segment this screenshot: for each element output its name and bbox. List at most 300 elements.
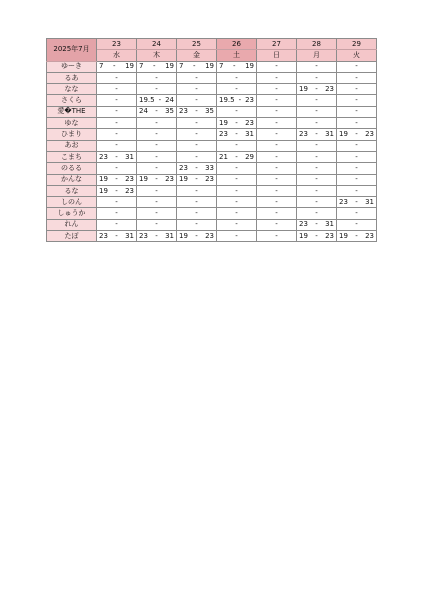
shift-cell xyxy=(297,140,337,151)
shift-cell xyxy=(97,208,137,219)
shift-cell xyxy=(97,95,137,106)
weekday-header: 火 xyxy=(337,50,377,61)
shift-cell xyxy=(297,185,337,196)
shift-separator: - xyxy=(195,231,198,240)
no-shift: - xyxy=(115,163,118,172)
shift-cell xyxy=(297,231,337,242)
no-shift: - xyxy=(275,141,278,150)
no-shift: - xyxy=(195,73,198,82)
shift-separator: - xyxy=(238,96,242,105)
shift-cell xyxy=(177,208,217,219)
shift-cell xyxy=(257,140,297,151)
no-shift: - xyxy=(315,186,318,195)
shift-end: 23 xyxy=(245,118,254,127)
shift-cell xyxy=(337,174,377,185)
shift-cell xyxy=(337,95,377,106)
shift-cell xyxy=(257,61,297,72)
shift-end: 31 xyxy=(325,220,334,229)
shift-cell xyxy=(217,72,257,83)
shift-cell xyxy=(177,129,217,140)
shift-cell xyxy=(177,72,217,83)
staff-row xyxy=(47,72,377,83)
no-shift: - xyxy=(355,186,358,195)
no-shift: - xyxy=(115,220,118,229)
shift-cell xyxy=(217,197,257,208)
shift-cell xyxy=(217,163,257,174)
shift-cell xyxy=(217,61,257,72)
shift-start: 23 xyxy=(299,130,308,139)
shift-cell xyxy=(177,219,217,230)
shift-separator: - xyxy=(153,62,156,71)
shift-separator: - xyxy=(355,197,358,206)
shift-start: 7 xyxy=(99,62,104,71)
no-shift: - xyxy=(355,163,358,172)
no-shift: - xyxy=(155,118,158,127)
no-shift: - xyxy=(355,107,358,116)
staff-name: ゆな xyxy=(47,118,97,129)
no-shift: - xyxy=(275,73,278,82)
shift-cell xyxy=(137,163,177,174)
shift-cell xyxy=(137,174,177,185)
no-shift: - xyxy=(275,220,278,229)
shift-end: 23 xyxy=(325,84,334,93)
shift-cell xyxy=(177,197,217,208)
no-shift: - xyxy=(315,175,318,184)
no-shift: - xyxy=(115,209,118,218)
shift-cell xyxy=(337,231,377,242)
no-shift: - xyxy=(115,96,118,105)
staff-row xyxy=(47,185,377,196)
shift-start: 23 xyxy=(179,163,188,172)
shift-end: 31 xyxy=(125,231,134,240)
weekday-header: 金 xyxy=(177,50,217,61)
shift-cell xyxy=(217,84,257,95)
staff-name: しゅうか xyxy=(47,208,97,219)
staff-row xyxy=(47,151,377,162)
shift-start: 23 xyxy=(139,231,148,240)
shift-cell xyxy=(217,185,257,196)
shift-separator: - xyxy=(195,163,198,172)
no-shift: - xyxy=(355,141,358,150)
no-shift: - xyxy=(315,107,318,116)
shift-start: 19 xyxy=(299,84,308,93)
shift-cell xyxy=(177,231,217,242)
shift-cell xyxy=(177,151,217,162)
no-shift: - xyxy=(275,197,278,206)
shift-cell xyxy=(97,106,137,117)
no-shift: - xyxy=(155,186,158,195)
shift-cell xyxy=(297,163,337,174)
staff-row xyxy=(47,231,377,242)
shift-end: 24 xyxy=(165,96,174,105)
shift-end: 19 xyxy=(165,62,174,71)
shift-end: 31 xyxy=(165,231,174,240)
shift-cell xyxy=(257,208,297,219)
shift-cell xyxy=(97,231,137,242)
shift-cell xyxy=(97,197,137,208)
shift-cell xyxy=(257,118,297,129)
no-shift: - xyxy=(275,130,278,139)
shift-separator: - xyxy=(315,220,318,229)
no-shift: - xyxy=(115,107,118,116)
shift-start: 19 xyxy=(179,175,188,184)
no-shift: - xyxy=(235,84,238,93)
no-shift: - xyxy=(315,197,318,206)
shift-end: 23 xyxy=(365,130,374,139)
staff-name: るな xyxy=(47,185,97,196)
no-shift: - xyxy=(275,163,278,172)
shift-start: 19 xyxy=(139,175,148,184)
no-shift: - xyxy=(115,73,118,82)
shift-cell xyxy=(297,84,337,95)
no-shift: - xyxy=(155,152,158,161)
no-shift: - xyxy=(355,118,358,127)
shift-end: 23 xyxy=(325,231,334,240)
no-shift: - xyxy=(195,130,198,139)
shift-cell xyxy=(257,106,297,117)
date-header: 24 xyxy=(137,39,177,50)
shift-cell xyxy=(337,208,377,219)
shift-end: 35 xyxy=(165,107,174,116)
no-shift: - xyxy=(195,152,198,161)
shift-cell xyxy=(217,174,257,185)
shift-separator: - xyxy=(193,62,196,71)
shift-cell xyxy=(337,84,377,95)
weekday-header: 木 xyxy=(137,50,177,61)
shift-cell xyxy=(137,185,177,196)
no-shift: - xyxy=(355,175,358,184)
shift-cell xyxy=(137,208,177,219)
shift-end: 31 xyxy=(245,130,254,139)
shift-separator: - xyxy=(315,231,318,240)
shift-separator: - xyxy=(235,152,238,161)
shift-cell xyxy=(257,129,297,140)
staff-name: たぽ xyxy=(47,231,97,242)
no-shift: - xyxy=(275,118,278,127)
shift-separator: - xyxy=(233,62,236,71)
shift-start: 23 xyxy=(179,107,188,116)
shift-cell xyxy=(257,84,297,95)
shift-cell xyxy=(137,151,177,162)
no-shift: - xyxy=(235,73,238,82)
date-header: 26 xyxy=(217,39,257,50)
staff-row xyxy=(47,61,377,72)
no-shift: - xyxy=(115,197,118,206)
shift-cell xyxy=(217,151,257,162)
shift-cell xyxy=(137,231,177,242)
no-shift: - xyxy=(275,186,278,195)
date-header: 27 xyxy=(257,39,297,50)
shift-start: 19 xyxy=(99,186,108,195)
shift-cell xyxy=(177,61,217,72)
no-shift: - xyxy=(315,96,318,105)
shift-end: 23 xyxy=(125,186,134,195)
shift-end: 23 xyxy=(125,175,134,184)
no-shift: - xyxy=(155,141,158,150)
shift-cell xyxy=(137,72,177,83)
shift-cell xyxy=(97,219,137,230)
shift-separator: - xyxy=(155,231,158,240)
staff-row xyxy=(47,106,377,117)
no-shift: - xyxy=(155,73,158,82)
shift-end: 31 xyxy=(325,130,334,139)
shift-cell xyxy=(297,118,337,129)
shift-cell xyxy=(137,129,177,140)
no-shift: - xyxy=(155,163,158,172)
no-shift: - xyxy=(195,186,198,195)
shift-start: 23 xyxy=(99,231,108,240)
no-shift: - xyxy=(275,107,278,116)
shift-start: 19 xyxy=(299,231,308,240)
no-shift: - xyxy=(275,62,278,71)
no-shift: - xyxy=(235,107,238,116)
no-shift: - xyxy=(235,186,238,195)
shift-separator: - xyxy=(115,231,118,240)
shift-end: 23 xyxy=(205,175,214,184)
no-shift: - xyxy=(315,62,318,71)
staff-row xyxy=(47,197,377,208)
no-shift: - xyxy=(115,84,118,93)
date-header: 28 xyxy=(297,39,337,50)
no-shift: - xyxy=(315,163,318,172)
shift-start: 7 xyxy=(179,62,184,71)
staff-name: しのん xyxy=(47,197,97,208)
shift-start: 19 xyxy=(339,231,348,240)
shift-schedule-table xyxy=(46,38,377,242)
no-shift: - xyxy=(315,73,318,82)
shift-cell xyxy=(217,231,257,242)
shift-cell xyxy=(257,219,297,230)
no-shift: - xyxy=(275,152,278,161)
month-label: 2025年7月 xyxy=(47,39,97,62)
staff-row xyxy=(47,163,377,174)
no-shift: - xyxy=(275,96,278,105)
shift-cell xyxy=(217,95,257,106)
shift-start: 23 xyxy=(299,220,308,229)
shift-cell xyxy=(97,72,137,83)
shift-cell xyxy=(217,129,257,140)
shift-cell xyxy=(137,106,177,117)
shift-cell xyxy=(217,208,257,219)
shift-cell xyxy=(297,174,337,185)
staff-name: こまち xyxy=(47,151,97,162)
shift-cell xyxy=(177,118,217,129)
shift-cell xyxy=(137,140,177,151)
shift-end: 31 xyxy=(365,197,374,206)
shift-separator: - xyxy=(115,152,118,161)
staff-row xyxy=(47,174,377,185)
shift-cell xyxy=(97,84,137,95)
shift-end: 31 xyxy=(125,152,134,161)
shift-separator: - xyxy=(155,175,158,184)
no-shift: - xyxy=(115,130,118,139)
no-shift: - xyxy=(275,231,278,240)
shift-end: 23 xyxy=(245,96,254,105)
no-shift: - xyxy=(355,84,358,93)
shift-end: 35 xyxy=(205,107,214,116)
shift-end: 29 xyxy=(245,152,254,161)
shift-cell xyxy=(257,163,297,174)
shift-separator: - xyxy=(158,96,162,105)
staff-row xyxy=(47,118,377,129)
shift-end: 19 xyxy=(205,62,214,71)
shift-separator: - xyxy=(355,231,358,240)
shift-cell xyxy=(177,174,217,185)
shift-cell xyxy=(297,95,337,106)
no-shift: - xyxy=(155,84,158,93)
shift-separator: - xyxy=(115,175,118,184)
weekday-header-row xyxy=(47,50,377,61)
no-shift: - xyxy=(115,118,118,127)
schedule-body xyxy=(47,61,377,242)
shift-start: 19.5 xyxy=(219,96,235,105)
shift-cell xyxy=(137,84,177,95)
no-shift: - xyxy=(275,209,278,218)
no-shift: - xyxy=(195,141,198,150)
shift-cell xyxy=(97,140,137,151)
no-shift: - xyxy=(235,163,238,172)
staff-name: ゆーき xyxy=(47,61,97,72)
no-shift: - xyxy=(195,118,198,127)
no-shift: - xyxy=(235,231,238,240)
shift-cell xyxy=(257,151,297,162)
no-shift: - xyxy=(235,209,238,218)
shift-cell xyxy=(97,151,137,162)
staff-row xyxy=(47,208,377,219)
weekday-header: 水 xyxy=(97,50,137,61)
shift-cell xyxy=(337,151,377,162)
shift-cell xyxy=(257,95,297,106)
staff-name: るあ xyxy=(47,72,97,83)
shift-separator: - xyxy=(195,107,198,116)
shift-cell xyxy=(137,118,177,129)
shift-cell xyxy=(97,61,137,72)
shift-cell xyxy=(97,163,137,174)
date-header: 23 xyxy=(97,39,137,50)
no-shift: - xyxy=(195,209,198,218)
shift-separator: - xyxy=(315,84,318,93)
shift-cell xyxy=(297,151,337,162)
no-shift: - xyxy=(195,96,198,105)
shift-start: 19.5 xyxy=(139,96,155,105)
shift-cell xyxy=(297,129,337,140)
shift-cell xyxy=(337,185,377,196)
shift-cell xyxy=(217,118,257,129)
shift-cell xyxy=(97,174,137,185)
shift-start: 19 xyxy=(219,118,228,127)
shift-cell xyxy=(177,106,217,117)
staff-row xyxy=(47,84,377,95)
shift-cell xyxy=(257,185,297,196)
shift-separator: - xyxy=(115,186,118,195)
shift-cell xyxy=(177,185,217,196)
shift-cell xyxy=(337,129,377,140)
staff-name: れん xyxy=(47,219,97,230)
shift-start: 24 xyxy=(139,107,148,116)
no-shift: - xyxy=(355,73,358,82)
shift-separator: - xyxy=(235,118,238,127)
staff-name: あお xyxy=(47,140,97,151)
staff-row xyxy=(47,129,377,140)
no-shift: - xyxy=(355,96,358,105)
shift-cell xyxy=(297,106,337,117)
shift-end: 19 xyxy=(245,62,254,71)
staff-name: なな xyxy=(47,84,97,95)
no-shift: - xyxy=(155,197,158,206)
shift-cell xyxy=(177,84,217,95)
shift-separator: - xyxy=(155,107,158,116)
no-shift: - xyxy=(355,62,358,71)
shift-cell xyxy=(337,163,377,174)
shift-cell xyxy=(257,174,297,185)
no-shift: - xyxy=(235,197,238,206)
no-shift: - xyxy=(355,152,358,161)
shift-cell xyxy=(297,219,337,230)
weekday-header: 日 xyxy=(257,50,297,61)
staff-name: 愛�THE xyxy=(47,106,97,117)
no-shift: - xyxy=(275,175,278,184)
staff-name: かんな xyxy=(47,174,97,185)
staff-row xyxy=(47,140,377,151)
shift-separator: - xyxy=(195,175,198,184)
shift-separator: - xyxy=(113,62,116,71)
weekday-header: 土 xyxy=(217,50,257,61)
date-header-row xyxy=(47,39,377,50)
no-shift: - xyxy=(235,175,238,184)
shift-end: 23 xyxy=(365,231,374,240)
no-shift: - xyxy=(155,130,158,139)
shift-cell xyxy=(177,163,217,174)
shift-cell xyxy=(297,197,337,208)
shift-end: 33 xyxy=(205,163,214,172)
shift-cell xyxy=(97,129,137,140)
date-header: 29 xyxy=(337,39,377,50)
no-shift: - xyxy=(315,141,318,150)
staff-row xyxy=(47,219,377,230)
date-header: 25 xyxy=(177,39,217,50)
shift-start: 19 xyxy=(179,231,188,240)
shift-cell xyxy=(257,197,297,208)
shift-start: 23 xyxy=(339,197,348,206)
shift-cell xyxy=(217,219,257,230)
shift-cell xyxy=(137,219,177,230)
shift-cell xyxy=(137,61,177,72)
shift-cell xyxy=(297,208,337,219)
no-shift: - xyxy=(235,141,238,150)
no-shift: - xyxy=(155,220,158,229)
no-shift: - xyxy=(195,197,198,206)
shift-cell xyxy=(297,72,337,83)
shift-cell xyxy=(137,95,177,106)
shift-cell xyxy=(337,197,377,208)
shift-end: 23 xyxy=(205,231,214,240)
no-shift: - xyxy=(315,152,318,161)
shift-start: 21 xyxy=(219,152,228,161)
staff-name: のるる xyxy=(47,163,97,174)
shift-cell xyxy=(337,219,377,230)
no-shift: - xyxy=(195,84,198,93)
no-shift: - xyxy=(275,84,278,93)
staff-name: さくら xyxy=(47,95,97,106)
shift-start: 19 xyxy=(339,130,348,139)
shift-start: 7 xyxy=(139,62,144,71)
shift-cell xyxy=(97,185,137,196)
weekday-header: 月 xyxy=(297,50,337,61)
shift-start: 23 xyxy=(99,152,108,161)
shift-cell xyxy=(97,118,137,129)
shift-cell xyxy=(337,72,377,83)
no-shift: - xyxy=(355,220,358,229)
